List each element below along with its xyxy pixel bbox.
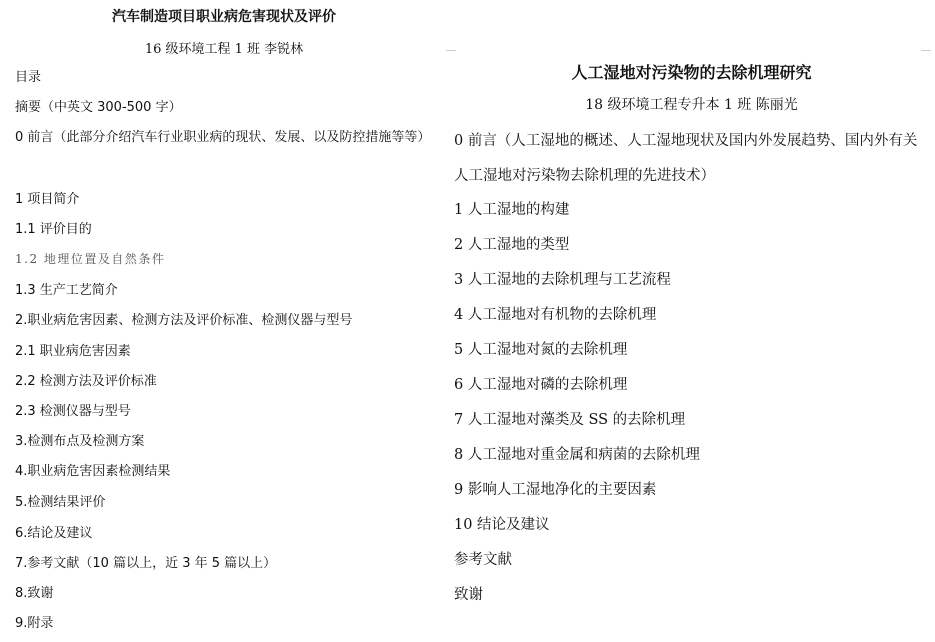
left-toc-item: 6.结论及建议 [15, 526, 93, 541]
left-toc-item: 摘要（中英文 300-500 字） [15, 100, 182, 115]
right-outline-item: 3 人工湿地的去除机理与工艺流程 [454, 272, 671, 288]
right-document [448, 0, 935, 642]
left-toc-item: 1.2 地理位置及自然条件 [15, 252, 166, 266]
left-toc-item: 2.1 职业病危害因素 [15, 344, 131, 359]
left-toc-item: 2.职业病危害因素、检测方法及评价标准、检测仪器与型号 [15, 313, 353, 328]
right-doc-author: 18 级环境工程专升本 1 班 陈丽光 [585, 97, 798, 113]
left-document [0, 0, 448, 642]
left-toc-item: 4.职业病危害因素检测结果 [15, 464, 171, 479]
left-toc-item: 0 前言（此部分介绍汽车行业职业病的现状、发展、以及防控措施等等） [15, 130, 431, 145]
left-doc-author: 16 级环境工程 1 班 李锐林 [144, 42, 304, 57]
left-toc-item: 3.检测布点及检测方案 [15, 434, 145, 449]
left-toc-item: 8.致谢 [15, 586, 54, 601]
left-toc-item: 1 项目简介 [15, 192, 80, 207]
right-outline-item: 1 人工湿地的构建 [454, 202, 570, 218]
right-outline-item: 4 人工湿地对有机物的去除机理 [454, 307, 657, 323]
left-toc-item: 5.检测结果评价 [15, 495, 106, 510]
left-toc-heading: 目录 [15, 70, 42, 85]
right-outline-item: 参考文献 [454, 552, 512, 568]
left-toc-item: 9.附录 [15, 616, 54, 631]
right-outline-item: 10 结论及建议 [454, 517, 550, 533]
right-outline-item: 6 人工湿地对磷的去除机理 [454, 377, 628, 393]
right-doc-title: 人工湿地对污染物的去除机理研究 [571, 63, 812, 82]
left-toc-item: 1.3 生产工艺简介 [15, 283, 118, 298]
left-doc-title: 汽车制造项目职业病危害现状及评价 [112, 9, 336, 25]
right-outline-item: 8 人工湿地对重金属和病菌的去除机理 [454, 447, 700, 463]
right-outline-item: 0 前言（人工湿地的概述、人工湿地现状及国内外发展趋势、国内外有关人工湿地对污染物去除机理的先进技术） [454, 133, 918, 184]
left-toc-item: 2.2 检测方法及评价标准 [15, 374, 157, 389]
right-outline-item: 致谢 [454, 587, 483, 603]
left-toc-item: 2.3 检测仪器与型号 [15, 404, 131, 419]
right-outline-item: 5 人工湿地对氮的去除机理 [454, 342, 628, 358]
right-outline-item: 9 影响人工湿地净化的主要因素 [454, 482, 657, 498]
left-toc-item: 1.1 评价目的 [15, 222, 92, 237]
right-outline-item: 7 人工湿地对藻类及 SS 的去除机理 [454, 412, 686, 428]
right-outline-item: 2 人工湿地的类型 [454, 237, 570, 253]
left-toc-item: 7.参考文献（10 篇以上，近 3 年 5 篇以上） [15, 556, 277, 571]
